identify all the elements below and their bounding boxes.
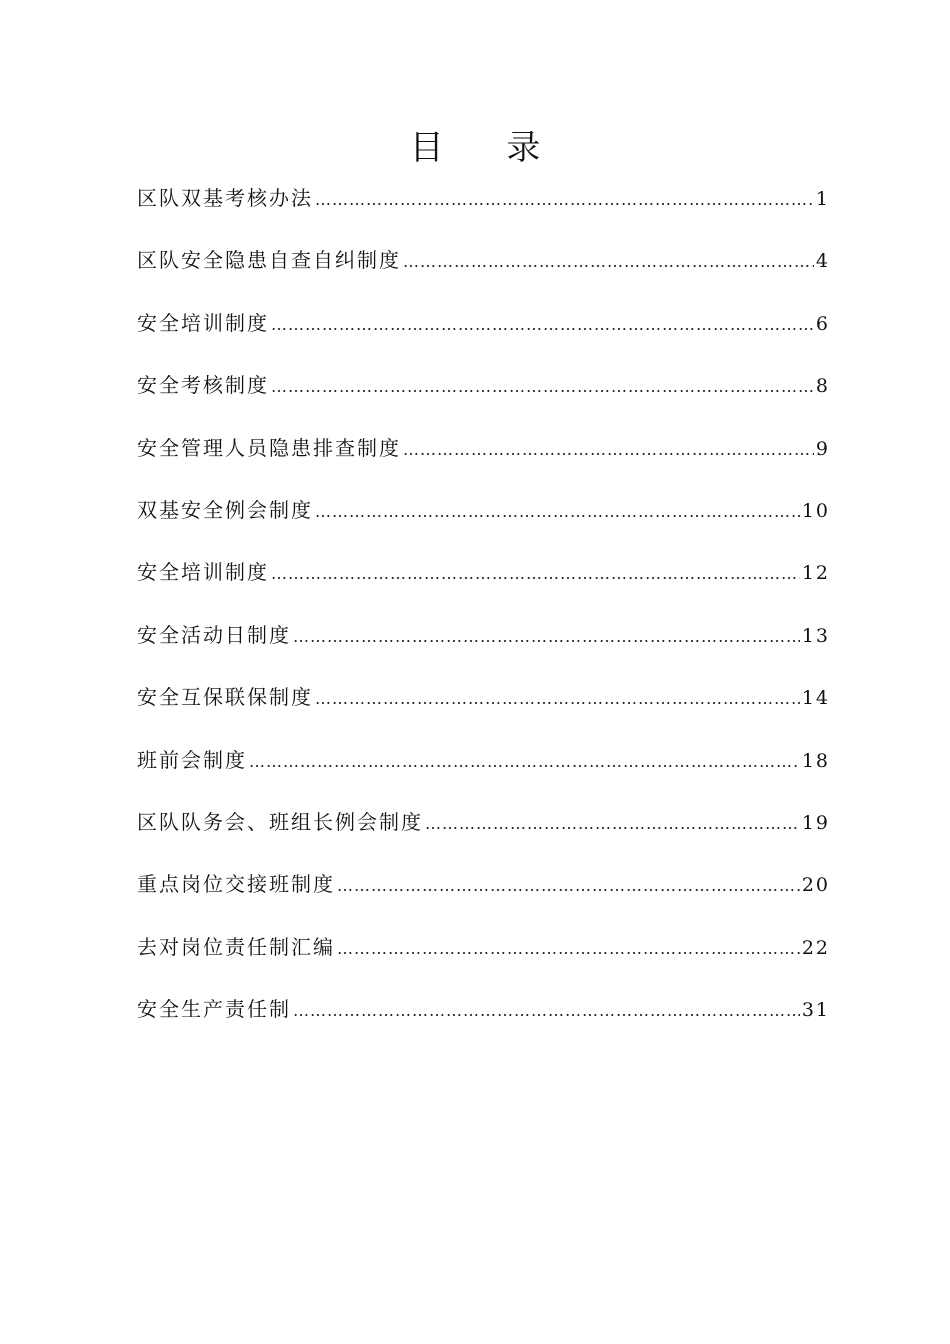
toc-page-number: 22	[801, 936, 830, 959]
toc-entry[interactable]	[137, 925, 830, 987]
toc-entry-title: 班前会制度	[137, 747, 247, 772]
toc-entry[interactable]	[137, 862, 830, 924]
toc-page-number: 18	[801, 749, 830, 772]
toc-dot-leader	[315, 178, 814, 222]
toc-entry-title: 重点岗位交接班制度	[137, 872, 335, 897]
toc-entry-title: 安全互保联保制度	[137, 685, 313, 710]
toc-dot-leader	[271, 552, 800, 596]
toc-dot-leader	[293, 989, 800, 1033]
toc-entry[interactable]	[137, 176, 830, 238]
toc-page-number: 1	[815, 188, 830, 210]
toc-page-number: 31	[801, 999, 830, 1022]
toc-dot-leader	[403, 240, 814, 284]
toc-entry-title: 安全生产责任制	[137, 997, 291, 1022]
toc-entry-title: 区队双基考核办法	[137, 186, 313, 210]
toc-dot-leader	[337, 864, 800, 908]
page-title: 目 录	[409, 127, 567, 168]
toc-entry[interactable]	[137, 238, 830, 300]
toc-entry-title: 安全管理人员隐患排查制度	[137, 435, 401, 460]
toc-entry[interactable]	[137, 987, 830, 1049]
toc-entry-title: 去对岗位责任制汇编	[137, 934, 335, 959]
toc-entry-title: 区队安全隐患自查自纠制度	[137, 248, 401, 273]
toc-page-number: 20	[801, 874, 830, 897]
toc-entry[interactable]	[137, 301, 830, 363]
toc-entry[interactable]	[137, 550, 830, 612]
toc-entry[interactable]	[137, 488, 830, 550]
toc-page-number: 10	[801, 499, 830, 522]
toc-entry-title: 区队队务会、班组长例会制度	[137, 809, 423, 834]
toc-dot-leader	[315, 677, 800, 721]
toc-page-number: 13	[801, 624, 830, 647]
toc-entry[interactable]	[137, 800, 830, 862]
toc-entry-title: 安全考核制度	[137, 373, 269, 398]
toc-page-number: 4	[815, 250, 830, 273]
toc-entry[interactable]	[137, 738, 830, 800]
toc-page-number: 8	[815, 375, 830, 398]
toc-dot-leader	[249, 740, 800, 784]
toc-dot-leader	[315, 490, 800, 534]
toc-entry-title: 双基安全例会制度	[137, 497, 313, 522]
toc-entry[interactable]	[137, 675, 830, 737]
toc-page-number: 9	[815, 437, 830, 460]
toc-entry-title: 安全培训制度	[137, 310, 269, 335]
toc-entry[interactable]	[137, 363, 830, 425]
toc-page-number: 12	[801, 562, 830, 585]
toc-page-number: 19	[801, 811, 830, 834]
toc-page-number: 6	[815, 312, 830, 335]
toc-entry-title: 安全培训制度	[137, 560, 269, 585]
toc-entry[interactable]	[137, 426, 830, 488]
toc-dot-leader	[337, 927, 800, 971]
table-of-contents	[137, 176, 830, 1049]
toc-dot-leader	[403, 428, 814, 472]
toc-page-number: 14	[801, 687, 830, 710]
toc-dot-leader	[271, 303, 814, 347]
toc-entry-title: 安全活动日制度	[137, 622, 291, 647]
toc-entry[interactable]	[137, 613, 830, 675]
toc-dot-leader	[271, 365, 814, 409]
toc-dot-leader	[425, 802, 800, 846]
toc-dot-leader	[293, 615, 800, 659]
